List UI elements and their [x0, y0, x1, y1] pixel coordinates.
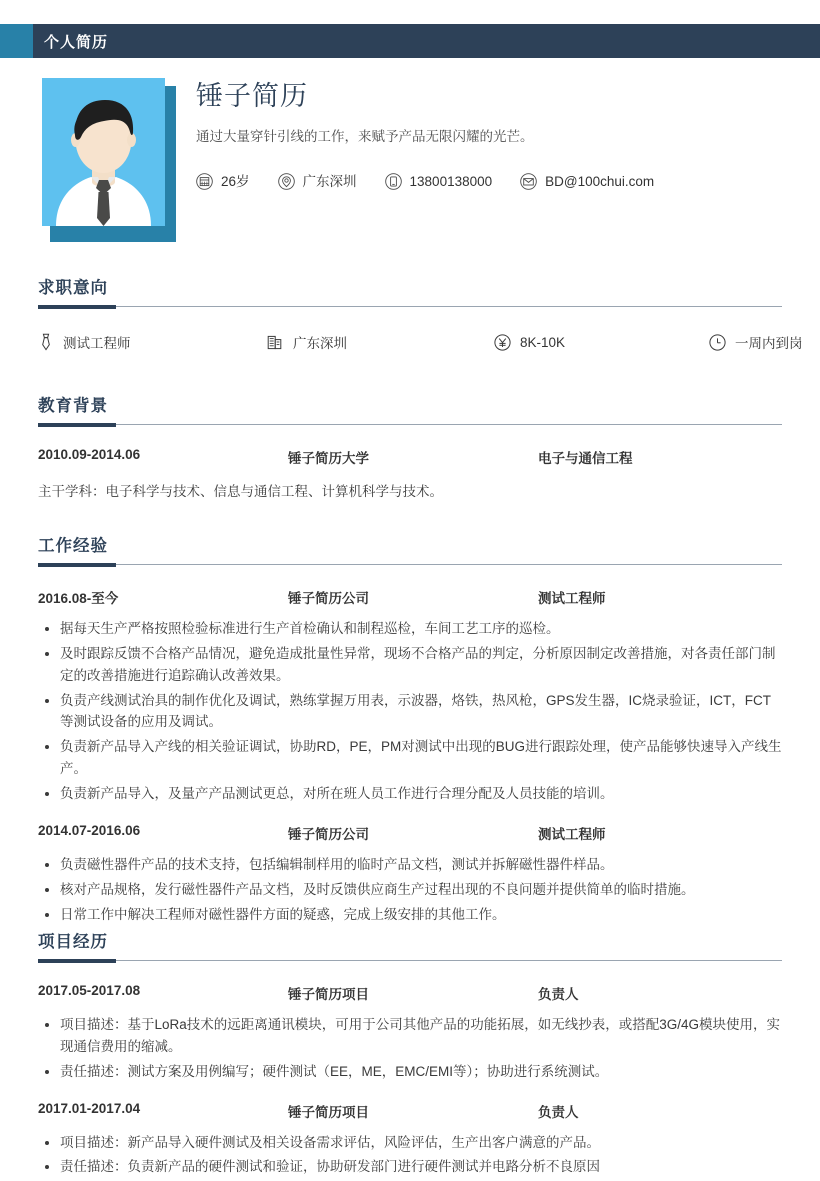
- intention-city-value: 广东深圳: [293, 336, 347, 351]
- intention-position-value: 测试工程师: [63, 336, 131, 351]
- project-name: 锤子简历项目: [288, 987, 369, 1002]
- list-item: 责任描述：负责新产品的硬件测试和验证，协助研发部门进行硬件测试并电路分析不良原因: [38, 1156, 782, 1178]
- section-education-header: [38, 396, 782, 429]
- work-date: 2014.07-2016.06: [38, 822, 141, 838]
- list-item: 负责新产品导入产线的相关验证调试，协助RD，PE，PM对测试中出现的BUG进行跟踪处理，使产品能够快速导入产线生产。: [38, 736, 782, 780]
- contact-phone: [385, 173, 493, 190]
- avatar: [42, 78, 170, 234]
- section-rule-accent: [38, 959, 116, 963]
- contact-email-value: BD@100chui.com: [545, 173, 655, 189]
- project-bullets: [38, 1132, 782, 1179]
- section-rule: [38, 306, 782, 307]
- list-item: 责任描述：测试方案及用例编写；硬件测试（EE，ME，EMC/EMI等）；协助进行系统测试。: [38, 1061, 782, 1083]
- work-entry-header: [38, 823, 782, 843]
- profile-info: [196, 82, 796, 190]
- email-icon: [520, 173, 537, 190]
- work-role: 测试工程师: [538, 826, 606, 842]
- project-bullets: [38, 1014, 782, 1083]
- profile-tagline: 通过大量穿针引线的工作，来赋予产品无限闪耀的光芒。: [196, 128, 534, 144]
- contact-location: [278, 173, 357, 190]
- list-item: 及时跟踪反馈不合格产品情况，避免造成批量性异常，现场不合格产品的判定，分析原因制定改善措施，对各责任部门制定的改善措施进行追踪确认改善效果。: [38, 643, 782, 687]
- section-project-title: 项目经历: [38, 933, 108, 951]
- work-company: 锤子简历公司: [288, 826, 369, 842]
- location-pin-icon: [278, 173, 295, 190]
- contact-location-value: 广东深圳: [302, 173, 357, 189]
- education-school: 锤子简历大学: [288, 451, 369, 466]
- resume-header-bar: [0, 24, 820, 58]
- education-major: 电子与通信工程: [538, 451, 633, 466]
- calendar-icon: [196, 173, 213, 190]
- project-date: 2017.05-2017.08: [38, 983, 141, 998]
- section-intention: [38, 278, 803, 352]
- project-entry-header: [38, 1101, 782, 1121]
- intention-salary: [494, 334, 709, 351]
- section-education: [38, 396, 782, 503]
- contact-phone-value: 13800138000: [409, 173, 493, 189]
- intention-availability-value: 一周内到岗: [735, 336, 803, 351]
- work-date: 2016.08-至今: [38, 591, 119, 606]
- building-icon: [266, 333, 284, 351]
- project-name: 锤子简历项目: [288, 1104, 369, 1120]
- list-item: 负责新产品导入，及量产产品测试更总，对所在班人员工作进行合理分配及人员技能的培训。: [38, 783, 782, 805]
- header-title: 个人简历: [44, 33, 109, 51]
- section-work-header: [38, 536, 782, 569]
- section-education-title: 教育背景: [38, 397, 108, 415]
- list-item: 项目描述：基于LoRa技术的远距离通讯模块，可用于公司其他产品的功能拓展，如无线抄表，或搭配3G/4G模块使用，实现通信费用的缩减。: [38, 1014, 782, 1058]
- clock-icon: [709, 334, 726, 351]
- contact-age: [196, 173, 250, 190]
- work-bullets: [38, 854, 782, 926]
- list-item: 项目描述：新产品导入硬件测试及相关设备需求评估，风险评估，生产出客户满意的产品。: [38, 1132, 782, 1154]
- section-rule-accent: [38, 423, 116, 427]
- contact-age-value: 26岁: [221, 173, 250, 189]
- yen-icon: [494, 334, 511, 351]
- list-item: 负责产线测试治具的制作优化及调试，熟练掌握万用表，示波器，烙铁，热风枪，GPS发生器，IC烧录验证，ICT，FCT等测试设备的应用及调试。: [38, 690, 782, 734]
- education-date: 2010.09-2014.06: [38, 447, 141, 462]
- intention-items: [38, 332, 803, 352]
- intention-salary-value: 8K-10K: [520, 334, 566, 350]
- section-intention-header: [38, 278, 782, 311]
- contact-email: [520, 173, 654, 190]
- project-role: 负责人: [538, 987, 579, 1002]
- section-rule-accent: [38, 305, 116, 309]
- section-project-header: [38, 932, 782, 965]
- profile-block: [0, 58, 820, 263]
- section-rule: [38, 424, 782, 425]
- list-item: 日常工作中解决工程师对磁性器件方面的疑惑，完成上级安排的其他工作。: [38, 904, 782, 926]
- work-entry-header: [38, 587, 782, 607]
- contact-list: [196, 173, 796, 190]
- phone-icon: [385, 173, 402, 190]
- list-item: 负责磁性器件产品的技术支持，包括编辑制样用的临时产品文档，测试并拆解磁性器件样品。: [38, 854, 782, 876]
- section-work: [38, 536, 782, 928]
- section-rule: [38, 564, 782, 565]
- header-accent-block: [0, 24, 33, 58]
- section-project: [38, 932, 782, 1181]
- intention-city: [266, 332, 494, 352]
- section-work-title: 工作经验: [38, 537, 108, 555]
- avatar-illustration: [42, 78, 165, 226]
- education-detail: 主干学科：电子科学与技术、信息与通信工程、计算机科学与技术。: [38, 484, 443, 499]
- section-intention-title: 求职意向: [38, 279, 108, 297]
- tie-icon: [38, 333, 54, 351]
- list-item: 据每天生产严格按照检验标准进行生产首检确认和制程巡检，车间工艺工序的巡检。: [38, 618, 782, 640]
- profile-name: 锤子简历: [196, 81, 308, 111]
- section-rule-accent: [38, 563, 116, 567]
- project-role: 负责人: [538, 1104, 579, 1120]
- section-rule: [38, 960, 782, 961]
- intention-position: [38, 332, 266, 352]
- education-entry-header: [38, 447, 782, 467]
- work-company: 锤子简历公司: [288, 591, 369, 606]
- work-bullets: [38, 618, 782, 805]
- intention-availability: [709, 332, 820, 352]
- work-role: 测试工程师: [538, 591, 606, 606]
- avatar-photo: [42, 78, 165, 226]
- project-date: 2017.01-2017.04: [38, 1100, 141, 1116]
- list-item: 核对产品规格，发行磁性器件产品文档，及时反馈供应商生产过程出现的不良问题并提供简单的临时措施。: [38, 879, 782, 901]
- project-entry-header: [38, 983, 782, 1003]
